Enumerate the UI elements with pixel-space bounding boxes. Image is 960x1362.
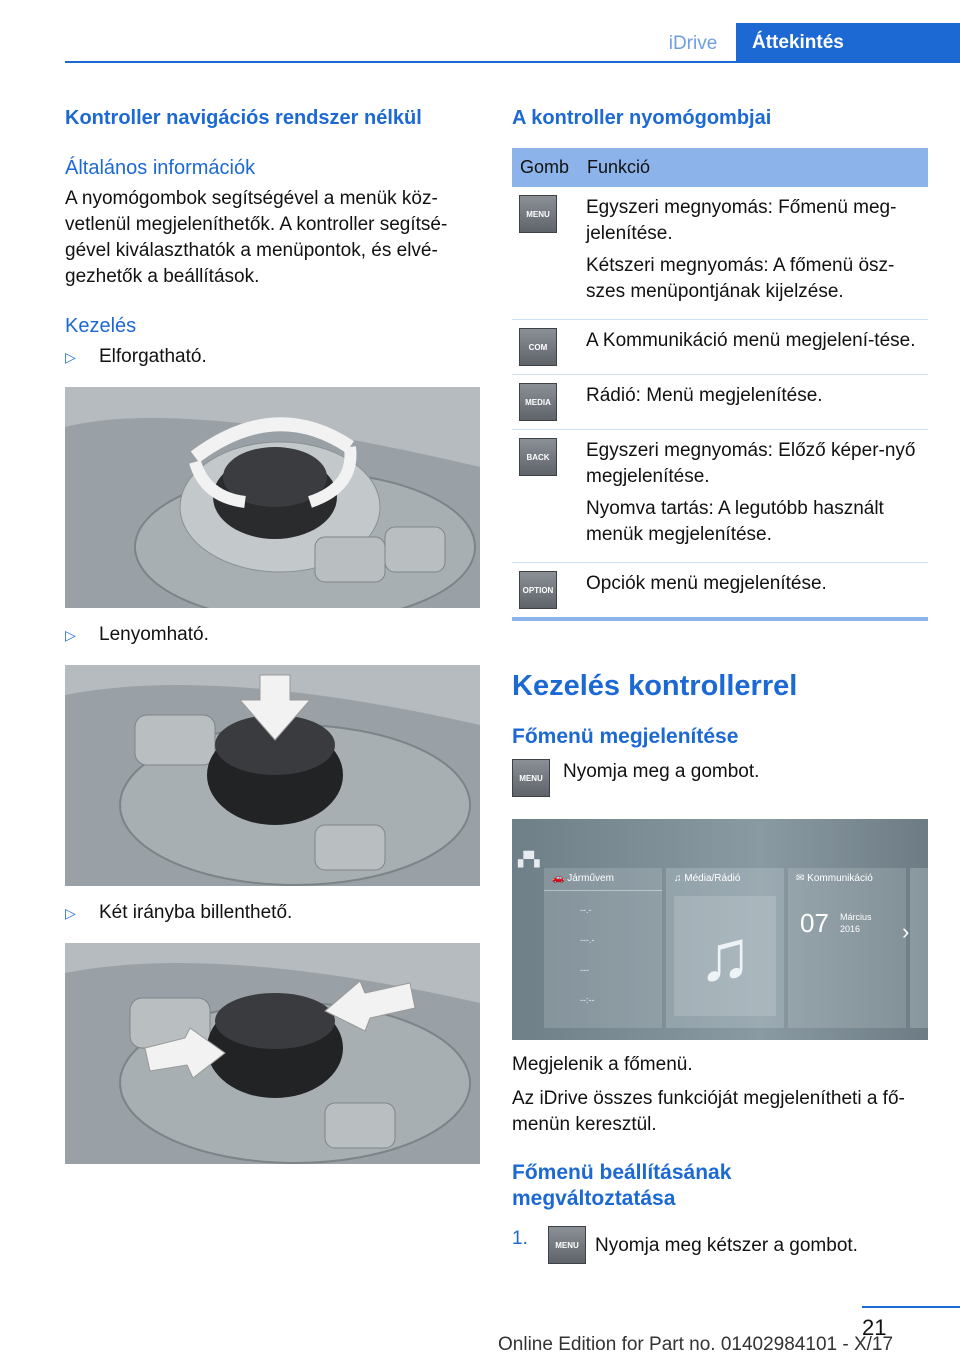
function-text: Rádió: Menü megjelenítése. — [586, 385, 823, 406]
main-menu-heading: Főmenü megjelenítése — [512, 725, 739, 748]
function-text: Kétszeri megnyomás: A főmenü ösz-szes menüpontjának kijelzése. — [586, 255, 895, 302]
function-text: Egyszeri megnyomás: Főmenü meg-jelenítése. — [586, 197, 897, 244]
stat-row: --.- — [580, 905, 592, 915]
tab-idrive[interactable]: iDrive — [668, 33, 718, 54]
list-item-label: Elforgatható. — [99, 346, 207, 367]
right-column — [512, 104, 928, 1266]
controller-press-image — [65, 665, 480, 886]
com-button-icon: COM — [519, 328, 557, 366]
function-text: A Kommunikáció menü megjelení-tése. — [586, 330, 916, 351]
page-number: 21 — [862, 1315, 887, 1340]
menu-button-icon: MENU — [519, 195, 557, 233]
list-item-press — [65, 622, 480, 648]
triangle-icon: ▷ — [65, 905, 76, 921]
function-text: Nyomva tartás: A legutóbb használt menük megjelenítése. — [586, 498, 884, 545]
buttons-title: A kontroller nyomógombjai — [512, 107, 772, 129]
table-row — [512, 375, 928, 430]
tile-label: Járművem — [567, 873, 614, 884]
left-column — [65, 104, 480, 1164]
idrive-screen — [512, 819, 928, 1040]
col-header-button: Gomb — [520, 157, 570, 177]
list-item-label: Lenyomható. — [99, 624, 209, 645]
tile-communication[interactable]: ✉ Kommunikáció 07 Március 2016 — [788, 868, 906, 1028]
list-item-rotate — [65, 344, 480, 370]
table-header — [512, 148, 928, 187]
tile-media[interactable]: ♫ Média/Rádió ♫ — [666, 868, 784, 1028]
appears-text: Megjelenik a főmenü. — [512, 1054, 693, 1075]
press-row — [512, 759, 928, 797]
general-text: A nyomógombok segítségével a menük köz-vetlenül megjeleníthetők. A kontroller segítsé-gével kiválaszthatók a menüpontok, és elvé-gezhetők a beállítások. — [65, 188, 448, 287]
date-day: 07 — [800, 908, 829, 938]
date-year: 2016 — [840, 924, 861, 934]
section-title-controller: Kezelés kontrollerrel — [512, 670, 798, 702]
option-button-icon: OPTION — [519, 571, 557, 609]
media-button-icon: MEDIA — [519, 383, 557, 421]
table-row — [512, 430, 928, 563]
press-text: Nyomja meg a gombot. — [563, 761, 760, 782]
col-header-function: Funkció — [587, 157, 651, 177]
triangle-icon: ▷ — [65, 627, 76, 643]
footer-line — [862, 1306, 960, 1308]
triangle-icon: ▷ — [65, 349, 76, 365]
menu-button-icon: MENU — [512, 759, 550, 797]
stat-row: --- — [580, 965, 589, 975]
table-row — [512, 187, 928, 320]
change-heading: Főmenü beállításának megváltoztatása — [512, 1161, 732, 1210]
step-text: Nyomja meg kétszer a gombot. — [595, 1235, 858, 1256]
table-row — [512, 320, 928, 375]
table-row — [512, 563, 928, 617]
buttons-table — [512, 148, 928, 621]
menu-button-icon: MENU — [548, 1226, 586, 1264]
car-icon: ▞▚ — [518, 851, 540, 867]
tab-overview[interactable]: Áttekintés — [736, 23, 960, 63]
music-note-icon: ♫ — [674, 896, 776, 1016]
list-item-tilt — [65, 900, 480, 926]
all-functions-text: Az iDrive összes funkcióját megjelenítheti a fő-menün keresztül. — [512, 1088, 905, 1135]
stat-row: --:-- — [580, 995, 595, 1005]
tile-vehicle[interactable]: 🚗 Járművem --.- ---.- --- --:-- — [544, 868, 662, 1028]
controller-tilt-image — [65, 943, 480, 1164]
tile-next[interactable] — [910, 868, 928, 1028]
stat-row: ---.- — [580, 935, 595, 945]
general-heading: Általános információk — [65, 157, 256, 179]
back-button-icon: BACK — [519, 438, 557, 476]
tile-label: Média/Rádió — [684, 873, 741, 884]
controller-rotate-image — [65, 387, 480, 608]
tile-label: Kommunikáció — [807, 873, 873, 884]
step-number: 1. — [512, 1228, 528, 1249]
step-1 — [512, 1226, 928, 1266]
date-month: Március — [840, 912, 872, 922]
function-text: Egyszeri megnyomás: Előző képer-nyő megjelenítése. — [586, 440, 916, 487]
list-item-label: Két irányba billenthető. — [99, 902, 293, 923]
function-text: Opciók menü megjelenítése. — [586, 573, 827, 594]
ops-heading: Kezelés — [65, 315, 137, 337]
edition-note: Online Edition for Part no. 01402984101 - X/17 — [498, 1334, 894, 1355]
section-title: Kontroller navigációs rendszer nélkül — [65, 107, 422, 129]
chevron-right-icon[interactable]: › — [902, 919, 910, 944]
